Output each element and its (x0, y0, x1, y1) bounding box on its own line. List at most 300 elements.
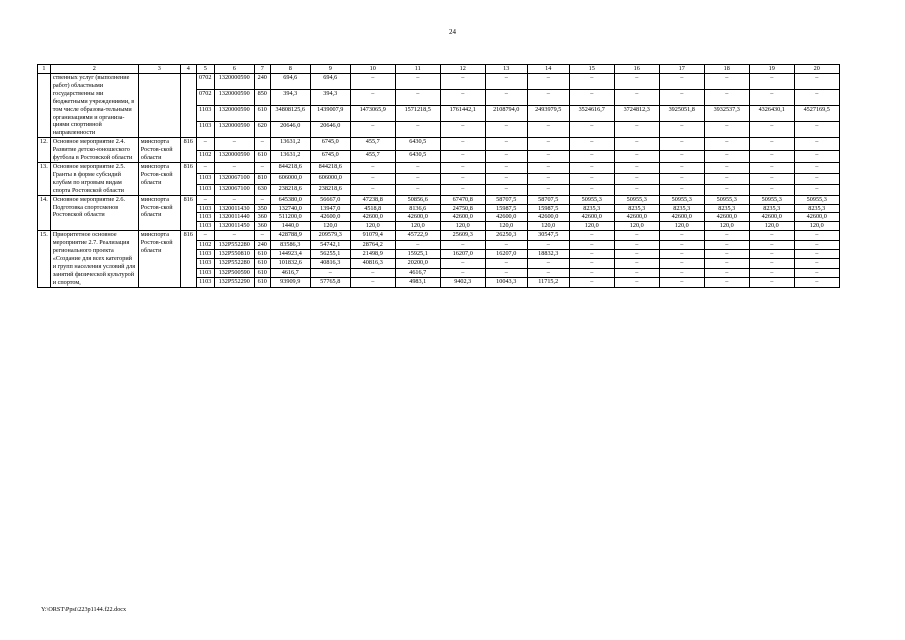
amount-cell: – (569, 268, 614, 277)
amount-cell: 45722,9 (395, 231, 440, 240)
budget-code-cell: 810 (254, 173, 270, 184)
amount-cell: – (704, 250, 749, 259)
amount-cell: 58707,5 (527, 195, 569, 204)
budget-code-cell: 132P552290 (214, 278, 254, 287)
amount-cell: – (749, 259, 794, 268)
amount-cell: 20646,0 (310, 122, 350, 138)
amount-cell: 16207,0 (485, 250, 527, 259)
amount-cell: – (350, 90, 395, 106)
header-row (38, 65, 840, 74)
amount-cell: 4616,7 (395, 268, 440, 277)
amount-cell: – (794, 122, 839, 138)
budget-code-cell: 132P552280 (214, 240, 254, 249)
budget-code-cell: 1103 (196, 184, 214, 195)
amount-cell: 6745,0 (310, 138, 350, 150)
amount-cell: – (659, 122, 704, 138)
amount-cell: – (794, 231, 839, 240)
amount-cell: 3724812,3 (614, 106, 659, 122)
program-name-cell: ственных услуг (выполнение работ) областными государственны ми бюджетными учреждениями, в том числе образова-тельными организациями и организа-циями спортивной направленности (50, 74, 138, 138)
column-number-cell: 12 (440, 65, 485, 74)
amount-cell: 8235,3 (614, 204, 659, 213)
amount-cell: – (440, 240, 485, 249)
amount-cell: 606000,0 (270, 173, 310, 184)
budget-code-cell: 610 (254, 259, 270, 268)
budget-code-cell: – (214, 195, 254, 204)
amount-cell: 58707,5 (485, 195, 527, 204)
budget-code-cell: 850 (254, 90, 270, 106)
amount-cell: – (440, 268, 485, 277)
budget-code-cell: 1103 (196, 204, 214, 213)
amount-cell: 42600,0 (704, 213, 749, 222)
budget-code-cell: 240 (254, 74, 270, 90)
grbs-code-cell (180, 74, 196, 138)
amount-cell: – (614, 162, 659, 173)
amount-cell: 50856,6 (395, 195, 440, 204)
amount-cell: 6745,0 (310, 150, 350, 162)
amount-cell: 606000,0 (310, 173, 350, 184)
budget-code-cell: 1320011450 (214, 222, 254, 231)
amount-cell: – (485, 150, 527, 162)
column-number-cell: 14 (527, 65, 569, 74)
amount-cell: 50955,3 (569, 195, 614, 204)
budget-code-cell: 132P500590 (214, 268, 254, 277)
amount-cell: – (440, 173, 485, 184)
amount-cell: 50955,3 (704, 195, 749, 204)
budget-code-cell: 610 (254, 250, 270, 259)
amount-cell: – (440, 90, 485, 106)
amount-cell: 42600,0 (569, 213, 614, 222)
row-number-cell: 13. (38, 162, 51, 195)
amount-cell: – (794, 250, 839, 259)
amount-cell: 120,0 (440, 222, 485, 231)
budget-code-cell: 1103 (196, 268, 214, 277)
amount-cell: – (527, 240, 569, 249)
budget-code-cell: – (214, 231, 254, 240)
amount-cell: 91079,4 (350, 231, 395, 240)
budget-code-cell: 0702 (196, 90, 214, 106)
budget-code-cell: 360 (254, 222, 270, 231)
amount-cell: 42600,0 (749, 213, 794, 222)
amount-cell: – (440, 74, 485, 90)
page-number: 24 (449, 28, 456, 36)
amount-cell: – (485, 90, 527, 106)
amount-cell: 8235,3 (794, 204, 839, 213)
table-row (38, 195, 840, 204)
amount-cell: – (749, 231, 794, 240)
executor-cell: минспорта Ростов-ской области (138, 231, 180, 287)
budget-code-cell: 1103 (196, 213, 214, 222)
amount-cell: – (569, 162, 614, 173)
amount-cell: 132740,0 (270, 204, 310, 213)
amount-cell: – (749, 278, 794, 287)
amount-cell: – (440, 259, 485, 268)
amount-cell: 10043,3 (485, 278, 527, 287)
amount-cell: – (350, 268, 395, 277)
amount-cell: 120,0 (794, 222, 839, 231)
budget-code-cell: 132P550810 (214, 250, 254, 259)
amount-cell: – (794, 162, 839, 173)
amount-cell: – (527, 74, 569, 90)
amount-cell: – (794, 268, 839, 277)
table-row (38, 162, 840, 173)
budget-code-cell: 620 (254, 122, 270, 138)
amount-cell: – (794, 74, 839, 90)
column-number-cell: 11 (395, 65, 440, 74)
amount-cell: 844218,6 (270, 162, 310, 173)
amount-cell: 1761442,1 (440, 106, 485, 122)
amount-cell: – (527, 268, 569, 277)
amount-cell: – (310, 268, 350, 277)
column-number-cell: 19 (749, 65, 794, 74)
column-number-cell: 7 (254, 65, 270, 74)
amount-cell: 3524616,7 (569, 106, 614, 122)
amount-cell: 42600,0 (440, 213, 485, 222)
amount-cell: – (749, 74, 794, 90)
amount-cell: 694,6 (310, 74, 350, 90)
budget-code-cell: – (254, 162, 270, 173)
amount-cell: 50955,3 (614, 195, 659, 204)
column-number-cell: 4 (180, 65, 196, 74)
amount-cell: 394,3 (270, 90, 310, 106)
amount-cell: 42600,0 (310, 213, 350, 222)
column-number-cell: 10 (350, 65, 395, 74)
amount-cell: 20646,0 (270, 122, 310, 138)
budget-code-cell: 630 (254, 184, 270, 195)
column-number-cell: 16 (614, 65, 659, 74)
amount-cell: – (569, 90, 614, 106)
amount-cell: – (527, 184, 569, 195)
amount-cell: 120,0 (350, 222, 395, 231)
amount-cell: – (704, 240, 749, 249)
amount-cell: 6430,5 (395, 138, 440, 150)
amount-cell: – (794, 90, 839, 106)
executor-cell: минспорта Ростов-ской области (138, 138, 180, 163)
amount-cell: – (749, 122, 794, 138)
amount-cell: – (527, 90, 569, 106)
amount-cell: 694,6 (270, 74, 310, 90)
amount-cell: 8235,3 (659, 204, 704, 213)
budget-code-cell: 1103 (196, 106, 214, 122)
budget-code-cell: – (196, 231, 214, 240)
amount-cell: – (614, 173, 659, 184)
amount-cell: – (614, 150, 659, 162)
amount-cell: 15987,5 (485, 204, 527, 213)
amount-cell: – (440, 138, 485, 150)
column-number-cell: 6 (214, 65, 254, 74)
amount-cell: – (659, 250, 704, 259)
amount-cell: 8235,3 (704, 204, 749, 213)
amount-cell: 394,3 (310, 90, 350, 106)
amount-cell: – (659, 74, 704, 90)
amount-cell: – (485, 268, 527, 277)
amount-cell: 455,7 (350, 150, 395, 162)
budget-code-cell: 1320000590 (214, 122, 254, 138)
amount-cell: 4518,8 (350, 204, 395, 213)
amount-cell: – (350, 162, 395, 173)
amount-cell: 20200,0 (395, 259, 440, 268)
amount-cell: – (527, 259, 569, 268)
program-name-cell: Основное мероприятие 2.4. Развитие детско-юношеского футбола в Ростовской области (50, 138, 138, 163)
amount-cell: – (704, 90, 749, 106)
amount-cell: – (569, 173, 614, 184)
budget-code-cell: – (196, 195, 214, 204)
column-number-cell: 17 (659, 65, 704, 74)
amount-cell: – (485, 259, 527, 268)
amount-cell: 511200,0 (270, 213, 310, 222)
amount-cell: – (659, 184, 704, 195)
budget-code-cell: 1103 (196, 278, 214, 287)
amount-cell: 1473065,9 (350, 106, 395, 122)
amount-cell: – (749, 173, 794, 184)
amount-cell: – (350, 184, 395, 195)
amount-cell: 42600,0 (395, 213, 440, 222)
amount-cell: 42600,0 (485, 213, 527, 222)
amount-cell: 4616,7 (270, 268, 310, 277)
budget-code-cell: 360 (254, 213, 270, 222)
amount-cell: 13631,2 (270, 150, 310, 162)
amount-cell: – (440, 162, 485, 173)
amount-cell: 11715,2 (527, 278, 569, 287)
budget-code-cell: 1320000590 (214, 150, 254, 162)
amount-cell: 4983,1 (395, 278, 440, 287)
amount-cell: – (704, 162, 749, 173)
amount-cell: – (395, 240, 440, 249)
amount-cell: 34808125,6 (270, 106, 310, 122)
amount-cell: 120,0 (659, 222, 704, 231)
amount-cell: 120,0 (485, 222, 527, 231)
amount-cell: 40816,3 (350, 259, 395, 268)
amount-cell: – (527, 173, 569, 184)
budget-code-cell: 1103 (196, 222, 214, 231)
amount-cell: – (569, 278, 614, 287)
amount-cell: – (614, 278, 659, 287)
amount-cell: 40816,3 (310, 259, 350, 268)
amount-cell: – (395, 90, 440, 106)
amount-cell: 21498,9 (350, 250, 395, 259)
amount-cell: – (659, 259, 704, 268)
column-number-cell: 20 (794, 65, 839, 74)
amount-cell: 93909,9 (270, 278, 310, 287)
amount-cell: 3925051,8 (659, 106, 704, 122)
budget-code-cell: 350 (254, 204, 270, 213)
amount-cell: – (704, 268, 749, 277)
amount-cell: – (440, 122, 485, 138)
budget-code-cell: 1320000590 (214, 90, 254, 106)
amount-cell: 1571218,5 (395, 106, 440, 122)
amount-cell: 50955,3 (749, 195, 794, 204)
column-number-cell: 13 (485, 65, 527, 74)
amount-cell: – (569, 259, 614, 268)
amount-cell: – (749, 138, 794, 150)
amount-cell: – (659, 268, 704, 277)
amount-cell: 18832,3 (527, 250, 569, 259)
amount-cell: – (704, 122, 749, 138)
amount-cell: – (614, 122, 659, 138)
amount-cell: 25609,3 (440, 231, 485, 240)
budget-code-cell: 1102 (196, 240, 214, 249)
budget-code-cell: 1320011430 (214, 204, 254, 213)
amount-cell: 47238,8 (350, 195, 395, 204)
amount-cell: – (350, 278, 395, 287)
amount-cell: 30547,5 (527, 231, 569, 240)
budget-code-cell: 1103 (196, 250, 214, 259)
budget-table (37, 64, 840, 288)
amount-cell: – (659, 240, 704, 249)
amount-cell: 428788,9 (270, 231, 310, 240)
column-number-cell: 5 (196, 65, 214, 74)
program-name-cell: Основное мероприятие 2.6. Подготовка спортсменов Ростовской области (50, 195, 138, 231)
amount-cell: – (485, 240, 527, 249)
amount-cell: 15987,5 (527, 204, 569, 213)
column-number-cell: 1 (38, 65, 51, 74)
amount-cell: 8136,6 (395, 204, 440, 213)
amount-cell: 13631,2 (270, 138, 310, 150)
amount-cell: – (704, 138, 749, 150)
amount-cell: 3932537,3 (704, 106, 749, 122)
amount-cell: 56667,0 (310, 195, 350, 204)
amount-cell: – (350, 74, 395, 90)
row-number-cell (38, 74, 51, 138)
amount-cell: – (794, 184, 839, 195)
amount-cell: – (749, 150, 794, 162)
amount-cell: 455,7 (350, 138, 395, 150)
amount-cell: – (440, 150, 485, 162)
amount-cell: 120,0 (310, 222, 350, 231)
amount-cell: 101832,6 (270, 259, 310, 268)
amount-cell: – (794, 138, 839, 150)
table-row (38, 231, 840, 240)
amount-cell: – (569, 231, 614, 240)
budget-code-cell: 240 (254, 240, 270, 249)
amount-cell: – (527, 162, 569, 173)
amount-cell: 50955,3 (659, 195, 704, 204)
amount-cell: – (749, 250, 794, 259)
executor-cell: минспорта Ростов-ской области (138, 195, 180, 231)
table-row (38, 138, 840, 150)
budget-code-cell: – (254, 195, 270, 204)
amount-cell: 120,0 (395, 222, 440, 231)
amount-cell: 4326430,1 (749, 106, 794, 122)
amount-cell: 42600,0 (794, 213, 839, 222)
amount-cell: – (485, 122, 527, 138)
amount-cell: – (704, 74, 749, 90)
amount-cell: 120,0 (614, 222, 659, 231)
amount-cell: – (659, 138, 704, 150)
budget-code-cell: – (196, 138, 214, 150)
amount-cell: 8235,3 (749, 204, 794, 213)
amount-cell: 54742,1 (310, 240, 350, 249)
amount-cell: 9402,3 (440, 278, 485, 287)
amount-cell: – (395, 74, 440, 90)
executor-cell: минспорта Ростов-ской области (138, 162, 180, 195)
amount-cell: – (569, 184, 614, 195)
budget-code-cell: 610 (254, 268, 270, 277)
amount-cell: 1440,0 (270, 222, 310, 231)
amount-cell: 42600,0 (350, 213, 395, 222)
budget-code-cell: 1320000590 (214, 106, 254, 122)
amount-cell: – (485, 74, 527, 90)
amount-cell: – (749, 90, 794, 106)
amount-cell: 144923,4 (270, 250, 310, 259)
program-name-cell: Приоритетное основное мероприятие 2.7. Реализация регионального проекта «Создание для всех категорий и групп населения условий для занятий физической культурой и спортом, (50, 231, 138, 287)
amount-cell: – (395, 184, 440, 195)
column-number-cell: 2 (50, 65, 138, 74)
amount-cell: 6430,5 (395, 150, 440, 162)
budget-code-cell: 0702 (196, 74, 214, 90)
row-number-cell: 15. (38, 231, 51, 287)
amount-cell: – (569, 150, 614, 162)
budget-code-cell: – (254, 231, 270, 240)
amount-cell: – (794, 150, 839, 162)
amount-cell: – (659, 162, 704, 173)
amount-cell: 1439007,9 (310, 106, 350, 122)
amount-cell: – (794, 240, 839, 249)
amount-cell: – (704, 231, 749, 240)
amount-cell: – (614, 231, 659, 240)
amount-cell: – (440, 184, 485, 195)
amount-cell: 26250,3 (485, 231, 527, 240)
amount-cell: 2108794,0 (485, 106, 527, 122)
amount-cell: 50955,3 (794, 195, 839, 204)
column-number-cell: 8 (270, 65, 310, 74)
amount-cell: – (395, 173, 440, 184)
amount-cell: – (704, 259, 749, 268)
amount-cell: – (749, 162, 794, 173)
amount-cell: 645380,0 (270, 195, 310, 204)
amount-cell: – (704, 150, 749, 162)
budget-code-cell: 1103 (196, 122, 214, 138)
amount-cell: 238218,6 (270, 184, 310, 195)
amount-cell: – (614, 240, 659, 249)
program-name-cell: Основное мероприятие 2.5. Гранты в форме субсидий клубам по игровым видам спорта Ростовской области (50, 162, 138, 195)
amount-cell: 56255,1 (310, 250, 350, 259)
amount-cell: – (659, 173, 704, 184)
amount-cell: 57765,8 (310, 278, 350, 287)
amount-cell: – (749, 184, 794, 195)
table-row (38, 74, 840, 90)
row-number-cell: 14. (38, 195, 51, 231)
amount-cell: – (704, 173, 749, 184)
amount-cell: – (794, 173, 839, 184)
amount-cell: – (659, 90, 704, 106)
amount-cell: – (704, 278, 749, 287)
amount-cell: 8235,3 (569, 204, 614, 213)
grbs-code-cell: 816 (180, 231, 196, 287)
budget-code-cell: 610 (254, 106, 270, 122)
amount-cell: – (659, 278, 704, 287)
budget-code-cell: 610 (254, 150, 270, 162)
budget-code-cell: 132P552280 (214, 259, 254, 268)
amount-cell: – (749, 240, 794, 249)
column-number-cell: 15 (569, 65, 614, 74)
amount-cell: – (395, 122, 440, 138)
amount-cell: – (569, 74, 614, 90)
grbs-code-cell: 816 (180, 162, 196, 195)
amount-cell: 120,0 (569, 222, 614, 231)
amount-cell: 4527169,5 (794, 106, 839, 122)
footer-file-path: Y:\ORST\Ppsi\223p1144.f22.docx (41, 606, 127, 613)
budget-code-cell: – (196, 162, 214, 173)
column-number-cell: 18 (704, 65, 749, 74)
amount-cell: – (350, 122, 395, 138)
amount-cell: 238218,6 (310, 184, 350, 195)
amount-cell: – (350, 173, 395, 184)
amount-cell: – (614, 250, 659, 259)
budget-code-cell: 1320067100 (214, 184, 254, 195)
budget-code-cell: 610 (254, 278, 270, 287)
amount-cell: – (614, 90, 659, 106)
budget-code-cell: – (214, 162, 254, 173)
